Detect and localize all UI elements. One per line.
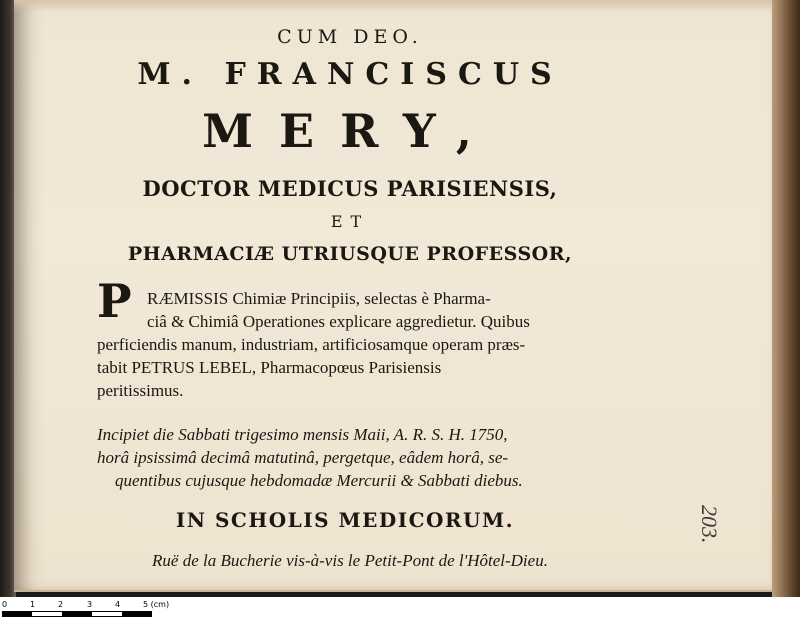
ruler-label: 0	[2, 600, 8, 609]
title-line: DOCTOR MEDICUS PARISIENSIS,	[142, 176, 558, 201]
location-heading: IN SCHOLIS MEDICORUM.	[175, 508, 515, 532]
ruler-label: 4	[115, 600, 121, 609]
heading: CUM DEO.	[277, 26, 423, 48]
ruler-label: 1	[30, 600, 36, 609]
ruler-label: 5 (cm)	[143, 600, 170, 609]
surname: MERY,	[202, 104, 498, 158]
paragraph-line: perficiendis manum, industriam, artificiosamque operam præs-	[97, 335, 526, 354]
page-edge	[772, 0, 800, 600]
ruler-label: 2	[58, 600, 64, 609]
ruler-label: 3	[87, 600, 93, 609]
paragraph-line: RÆMISSIS Chimiæ Principiis, selectas è Pharma-	[147, 289, 491, 308]
address-line: Ruë de la Bucherie vis-à-vis le Petit-Pont de l'Hôtel-Dieu.	[152, 551, 548, 570]
ruler-bar	[2, 611, 152, 617]
schedule-line: quentibus cujusque hebdomadæ Mercurii & Sabbati diebus.	[115, 471, 523, 490]
schedule-line: horâ ipsissimâ decimâ matutinâ, pergetque, eâdem horâ, se-	[97, 448, 509, 467]
page-top-shadow	[14, 0, 780, 12]
paragraph-line: tabit PETRUS LEBEL, Pharmacopœus Parisiensis	[97, 358, 442, 377]
profession-line: PHARMACIÆ UTRIUSQUE PROFESSOR,	[127, 243, 573, 265]
schedule-line: Incipiet die Sabbati trigesimo mensis Maii, A. R. S. H. 1750,	[97, 425, 508, 444]
handwritten-margin-note: 203.	[697, 505, 722, 544]
name-line: M. FRANCISCUS	[137, 57, 563, 92]
paragraph-line: peritissimus.	[97, 381, 184, 400]
paragraph-line: ciâ & Chimiâ Operationes explicare aggredietur. Quibus	[147, 312, 530, 331]
drop-cap: P	[97, 274, 132, 328]
conjunction: ET	[330, 212, 370, 231]
